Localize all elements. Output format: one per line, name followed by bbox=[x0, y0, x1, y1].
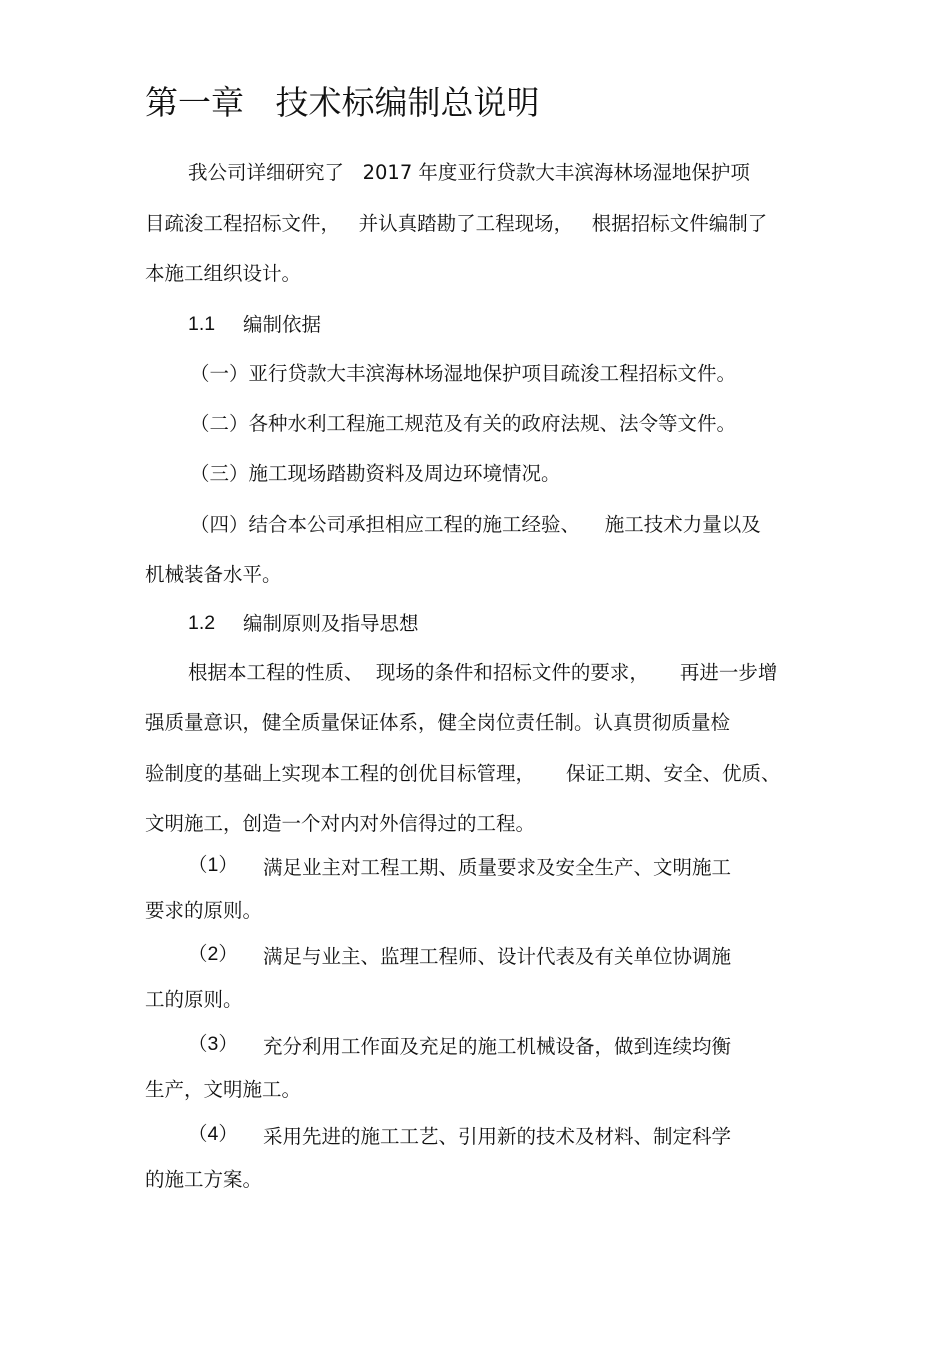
principle-para-line-2: 强质量意识，健全质量保证体系，健全岗位责任制。认真贯彻质量检 bbox=[145, 711, 731, 734]
intro-line-3: 本施工组织设计。 bbox=[145, 262, 302, 285]
principle-1-line-2: 要求的原则。 bbox=[145, 899, 263, 922]
section-1-1-number: 1.1 bbox=[188, 313, 216, 335]
basis-item-1: （一）亚行贷款大丰滨海林场湿地保护项目疏浚工程招标文件。 bbox=[190, 362, 737, 385]
section-1-1-title: 编制依据 bbox=[243, 313, 322, 336]
principle-4-label: （4） bbox=[188, 1123, 238, 1145]
intro-line-2: 目疏浚工程招标文件， 并认真踏勘了工程现场， 根据招标文件编制了 bbox=[145, 212, 768, 235]
principle-para-line-3: 验制度的基础上实现本工程的创优目标管理， 保证工期、安全、优质、 bbox=[145, 762, 781, 785]
section-1-2-title: 编制原则及指导思想 bbox=[243, 612, 419, 635]
principle-3-line-1: 充分利用工作面及充足的施工机械设备，做到连续均衡 bbox=[263, 1035, 732, 1058]
basis-item-2: （二）各种水利工程施工规范及有关的政府法规、法令等文件。 bbox=[190, 412, 737, 435]
section-1-2-number: 1.2 bbox=[188, 612, 216, 634]
principle-1-line-1: 满足业主对工程工期、质量要求及安全生产、文明施工 bbox=[263, 856, 732, 879]
principle-2-label: （2） bbox=[188, 943, 238, 965]
principle-para-line-4: 文明施工，创造一个对内对外信得过的工程。 bbox=[145, 812, 536, 835]
basis-item-4: （四）结合本公司承担相应工程的施工经验、 施工技术力量以及 bbox=[190, 513, 761, 536]
principle-3-label: （3） bbox=[188, 1033, 238, 1055]
principle-1-label: （1） bbox=[188, 854, 238, 876]
basis-item-4-cont: 机械装备水平。 bbox=[145, 563, 282, 586]
principle-2-line-1: 满足与业主、监理工程师、设计代表及有关单位协调施 bbox=[263, 945, 732, 968]
intro-line-1: 我公司详细研究了 2017 年度亚行贷款大丰滨海林场湿地保护项 bbox=[188, 161, 750, 184]
basis-item-3: （三）施工现场踏勘资料及周边环境情况。 bbox=[190, 462, 561, 485]
principle-4-line-2: 的施工方案。 bbox=[145, 1168, 263, 1191]
principle-4-line-1: 采用先进的施工工艺、引用新的技术及材料、制定科学 bbox=[263, 1125, 732, 1148]
principle-para-line-1: 根据本工程的性质、 现场的条件和招标文件的要求， 再进一步增 bbox=[188, 661, 778, 684]
chapter-title: 第一章 技术标编制总说明 bbox=[145, 83, 540, 122]
principle-3-line-2: 生产，文明施工。 bbox=[145, 1078, 302, 1101]
principle-2-line-2: 工的原则。 bbox=[145, 988, 243, 1011]
